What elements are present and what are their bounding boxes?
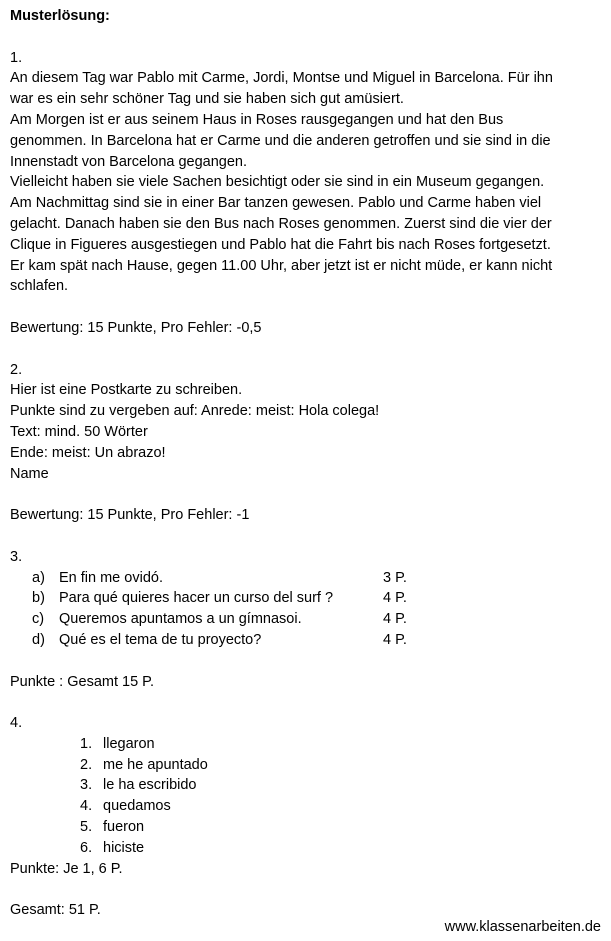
- spacer: [10, 484, 606, 505]
- section-3-item: [10, 609, 606, 630]
- item-label: 6.: [80, 839, 93, 856]
- section-3-item: [10, 568, 606, 589]
- item-points: 4 P.: [383, 631, 407, 648]
- section-1-line: Clique in Figueres ausgestiegen und Pablo hat die Fahrt bis nach Roses fortgesetzt.: [10, 236, 551, 253]
- section-1-line: Innenstadt von Barcelona gegangen.: [10, 153, 248, 170]
- item-text: fueron: [103, 819, 145, 836]
- section-2-line: Punkte sind zu vergeben auf: Anrede: meist: Hola colega!: [10, 403, 380, 420]
- item-label: b): [32, 590, 45, 607]
- spacer: [10, 526, 606, 547]
- item-text: me he apuntado: [103, 756, 208, 773]
- section-1-line: Am Morgen ist er aus seinem Haus in Roses rausgegangen und hat den Bus: [10, 111, 504, 128]
- section-4-item: [10, 775, 606, 796]
- spacer: [10, 879, 606, 900]
- grand-total: Gesamt: 51 P.: [10, 902, 101, 919]
- item-text: Qué es el tema de tu proyecto?: [59, 631, 262, 648]
- section-2-line: Text: mind. 50 Wörter: [10, 423, 148, 440]
- item-label: 3.: [80, 777, 93, 794]
- section-1-line: Vielleicht haben sie viele Sachen besichtigt oder sie sind in ein Museum gegangen.: [10, 174, 545, 191]
- item-text: Para qué quieres hacer un curso del surf ?: [59, 590, 334, 607]
- section-3-number: 3.: [10, 548, 23, 565]
- spacer: [10, 692, 606, 713]
- section-1-line: Er kam spät nach Hause, gegen 11.00 Uhr, aber jetzt ist er nicht müde, er kann nicht: [10, 257, 553, 274]
- spacer: [10, 651, 606, 672]
- footer-url: www.klassenarbeiten.de: [444, 919, 601, 935]
- spacer: [10, 297, 606, 318]
- section-1-rating: Bewertung: 15 Punkte, Pro Fehler: -0,5: [10, 319, 262, 336]
- item-points: 3 P.: [383, 569, 407, 586]
- item-label: c): [32, 611, 45, 628]
- section-4-item: [10, 755, 606, 776]
- item-text: le ha escribido: [103, 777, 197, 794]
- section-3-item: [10, 588, 606, 609]
- item-text: llegaron: [103, 735, 155, 752]
- section-4-item: [10, 817, 606, 838]
- section-2-line: Hier ist eine Postkarte zu schreiben.: [10, 382, 243, 399]
- section-4-item: [10, 838, 606, 859]
- spacer: [10, 27, 606, 48]
- item-label: 4.: [80, 798, 93, 815]
- section-1-line: war es ein sehr schöner Tag und sie haben sich gut amüsiert.: [10, 91, 404, 108]
- section-1-line: An diesem Tag war Pablo mit Carme, Jordi, Montse und Miguel in Barcelona. Für ihn: [10, 70, 553, 87]
- section-1-line: Am Nachmittag sind sie in einer Bar tanzen gewesen. Pablo und Carme haben viel: [10, 195, 542, 212]
- section-2-number: 2.: [10, 361, 23, 378]
- section-1-line: genommen. In Barcelona hat er Carme und die anderen getroffen und sie sind in die: [10, 132, 551, 149]
- section-2-line: Name: [10, 465, 49, 482]
- section-2-line: Ende: meist: Un abrazo!: [10, 444, 166, 461]
- section-4-points: Punkte: Je 1, 6 P.: [10, 860, 123, 877]
- item-points: 4 P.: [383, 590, 407, 607]
- item-text: En fin me ovidó.: [59, 569, 163, 586]
- item-label: a): [32, 569, 45, 586]
- section-1-number: 1.: [10, 49, 23, 66]
- item-label: 5.: [80, 819, 93, 836]
- section-2-rating: Bewertung: 15 Punkte, Pro Fehler: -1: [10, 507, 250, 524]
- page-title: Musterlösung:: [10, 8, 110, 24]
- section-4-item: [10, 796, 606, 817]
- answer-key-document: [10, 6, 606, 921]
- section-1-line: gelacht. Danach haben sie den Bus nach Roses genommen. Zuerst sind die vier der: [10, 215, 552, 232]
- item-label: d): [32, 631, 45, 648]
- section-3-total: Punkte : Gesamt 15 P.: [10, 673, 155, 690]
- item-points: 4 P.: [383, 611, 407, 628]
- section-3-item: [10, 630, 606, 651]
- section-4-item: [10, 734, 606, 755]
- spacer: [10, 339, 606, 360]
- section-1-line: schlafen.: [10, 278, 69, 295]
- item-text: hiciste: [103, 839, 145, 856]
- section-4-number: 4.: [10, 715, 23, 732]
- item-text: Queremos apuntamos a un gímnasoi.: [59, 611, 302, 628]
- item-label: 1.: [80, 735, 93, 752]
- item-text: quedamos: [103, 798, 171, 815]
- item-label: 2.: [80, 756, 93, 773]
